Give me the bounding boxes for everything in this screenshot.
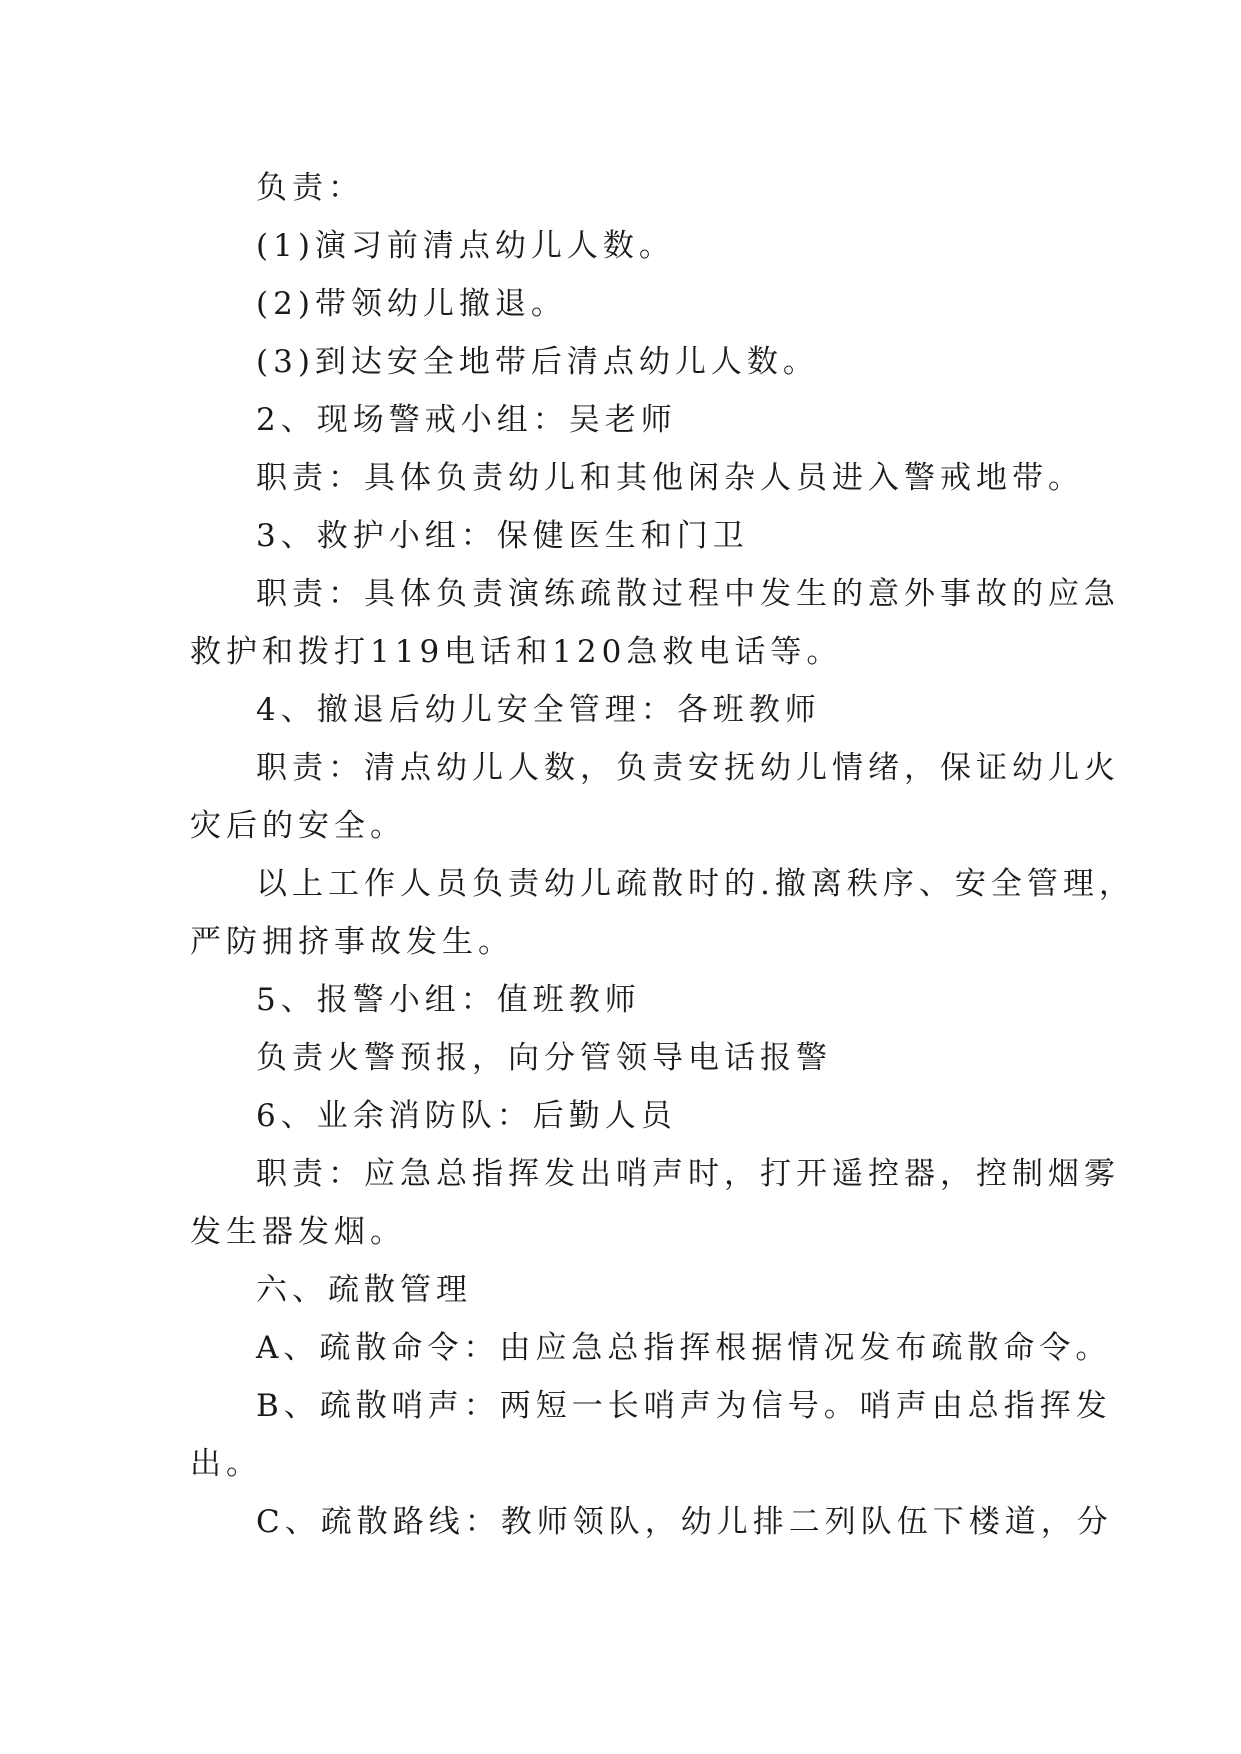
text-line: A、疏散命令：由应急总指挥根据情况发布疏散命令。 — [256, 1330, 1112, 1366]
text-line: 出。 — [190, 1446, 262, 1482]
text-line: 职责：具体负责演练疏散过程中发生的意外事故的应急 — [256, 576, 1120, 612]
text-line: 职责：清点幼儿人数，负责安抚幼儿情绪，保证幼儿火 — [256, 750, 1120, 786]
text-line: 5、报警小组：值班教师 — [256, 982, 641, 1018]
text-line: 灾后的安全。 — [190, 808, 406, 844]
text-line: 救护和拨打119电话和120急救电话等。 — [190, 634, 843, 670]
text-line: 发生器发烟。 — [190, 1214, 406, 1250]
text-line: (1)演习前清点幼儿人数。 — [256, 228, 675, 264]
text-line: 六、疏散管理 — [256, 1272, 472, 1308]
text-line: 以上工作人员负责幼儿疏散时的.撤离秩序、安全管理， — [256, 866, 1135, 902]
text-line: 职责：具体负责幼儿和其他闲杂人员进入警戒地带。 — [256, 460, 1084, 496]
text-line: (2)带领幼儿撤退。 — [256, 286, 567, 322]
text-line: 负责火警预报，向分管领导电话报警 — [256, 1040, 832, 1076]
text-line: 6、业余消防队：后勤人员 — [256, 1098, 677, 1134]
text-line: 2、现场警戒小组：吴老师 — [256, 402, 677, 438]
text-line: 职责：应急总指挥发出哨声时，打开遥控器，控制烟雾 — [256, 1156, 1120, 1192]
text-line: B、疏散哨声：两短一长哨声为信号。哨声由总指挥发 — [256, 1388, 1112, 1424]
text-line: (3)到达安全地带后清点幼儿人数。 — [256, 344, 819, 380]
text-line: 4、撤退后幼儿安全管理：各班教师 — [256, 692, 821, 728]
text-line: C、疏散路线：教师领队，幼儿排二列队伍下楼道，分 — [256, 1504, 1113, 1540]
text-line: 负责： — [256, 170, 364, 206]
text-line: 3、救护小组：保健医生和门卫 — [256, 518, 749, 554]
text-line: 严防拥挤事故发生。 — [190, 924, 514, 960]
